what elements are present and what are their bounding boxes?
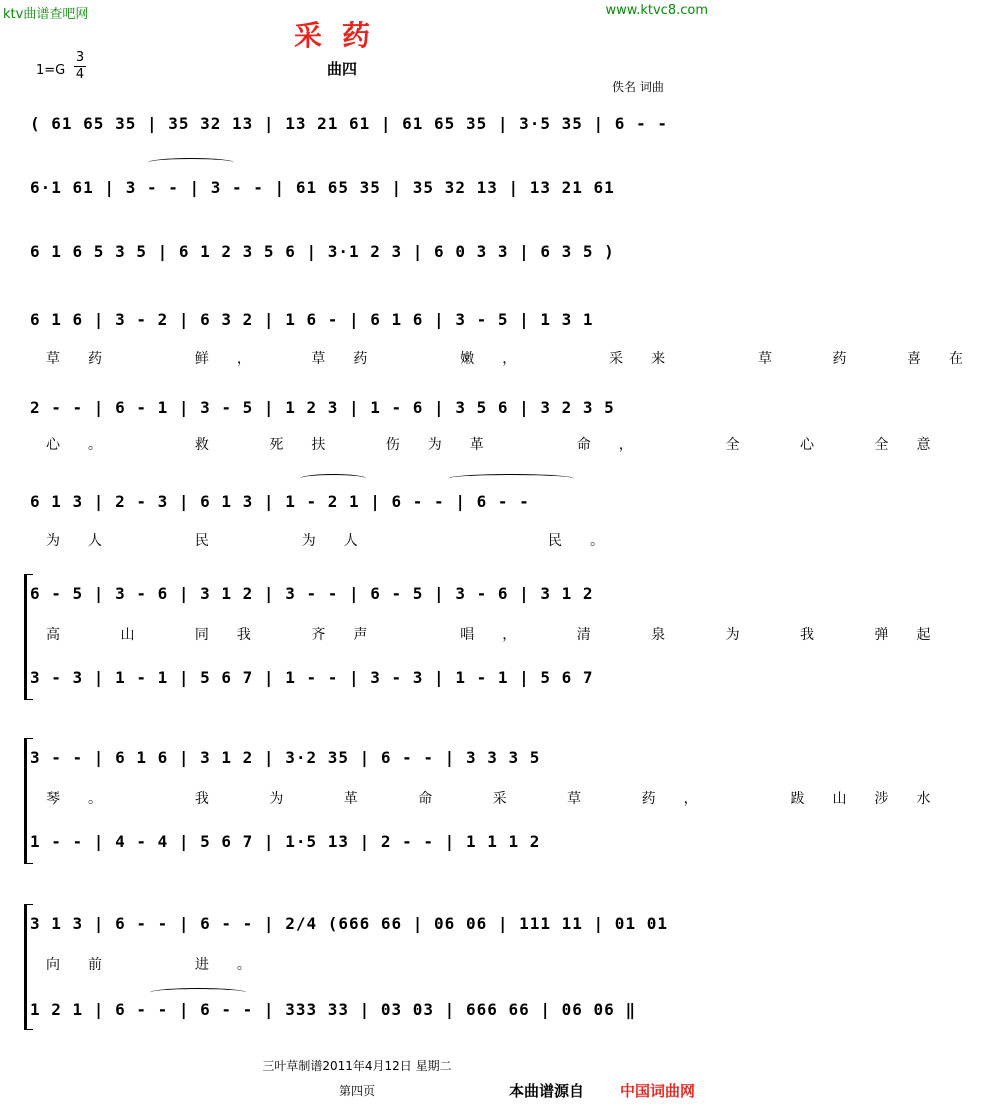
page-number: 第四页 bbox=[338, 1084, 375, 1098]
notes-text: 1 2 1 | 6 - - | 6 - - | 333 33 | 03 03 | 666 66 | 06 06 ‖ bbox=[30, 1000, 637, 1019]
slur-mark bbox=[150, 988, 246, 997]
notes-text: 3 - - | 6 1 6 | 3 1 2 | 3·2 35 | 6 - - | 3 3 3 5 bbox=[30, 748, 541, 767]
notes-text: 6 1 6 5 3 5 | 6 1 2 3 5 6 | 3·1 2 3 | 6 0 3 3 | 6 3 5 ) bbox=[30, 242, 615, 261]
time-signature bbox=[72, 50, 88, 83]
notes-text: ( 61 65 35 | 35 32 13 | 13 21 61 | 61 65 35 | 3·5 35 | 6 - - bbox=[30, 114, 668, 133]
lyrics-line-6: 为人 民 为人 民。 bbox=[46, 533, 633, 549]
key-signature: 1=G bbox=[36, 63, 66, 78]
notes-text: 6 - 5 | 3 - 6 | 3 1 2 | 3 - - | 6 - 5 | 3 - 6 | 3 1 2 bbox=[30, 584, 594, 603]
time-signature-bottom: 4 bbox=[75, 67, 85, 82]
score-line-5 bbox=[0, 398, 714, 424]
score-line-2 bbox=[0, 178, 714, 204]
notes-text: 3 - 3 | 1 - 1 | 5 6 7 | 1 - - | 3 - 3 | 1 - 1 | 5 6 7 bbox=[30, 668, 594, 687]
site-name-left: ktv曲谱查吧网 bbox=[3, 7, 89, 22]
score-line-12 bbox=[0, 1000, 714, 1026]
score-line-1 bbox=[0, 114, 714, 140]
song-title: 采药 bbox=[293, 19, 390, 52]
lyrics-line-11: 向前 进。 bbox=[46, 957, 279, 973]
notes-text: 3 1 3 | 6 - - | 6 - - | 2/4 (666 66 | 06 06 | 111 11 | 01 01 bbox=[30, 914, 668, 933]
slur-mark bbox=[300, 474, 366, 483]
score-line-11 bbox=[0, 914, 714, 940]
score-line-9 bbox=[0, 748, 714, 774]
lyrics-line-5: 心。 救 死扶 伤为革 命， 全 心 全意 bbox=[46, 437, 959, 453]
score-line-6 bbox=[0, 492, 714, 518]
footer-credit: 三叶草制谱2011年4月12日 星期二 bbox=[262, 1059, 452, 1073]
credits: 佚名 词曲 bbox=[612, 80, 664, 94]
slur-mark bbox=[148, 158, 234, 167]
source-site: 中国词曲网 bbox=[620, 1082, 696, 1100]
lyrics-line-7: 高 山 同我 齐声 唱， 清 泉 为 我 弹起 bbox=[46, 627, 959, 643]
time-signature-top: 3 bbox=[75, 50, 85, 65]
score-line-10 bbox=[0, 832, 714, 858]
notes-text: 6 1 6 | 3 - 2 | 6 3 2 | 1 6 - | 6 1 6 | 3 - 5 | 1 3 1 bbox=[30, 310, 594, 329]
lyrics-line-9: 琴。 我 为 革 命 采 草 药， 跋山涉水 bbox=[46, 791, 959, 807]
lyrics-line-4: 草药 鲜， 草药 嫩， 采来 草 药 喜在 bbox=[46, 351, 991, 367]
song-subtitle: 曲四 bbox=[326, 60, 357, 78]
source-label: 本曲谱源自 bbox=[509, 1082, 585, 1100]
slur-mark bbox=[448, 474, 574, 483]
score-line-3 bbox=[0, 242, 714, 268]
site-url-right: www.ktvc8.com bbox=[605, 3, 708, 18]
score-line-8 bbox=[0, 668, 714, 694]
notes-text: 6·1 61 | 3 - - | 3 - - | 61 65 35 | 35 32 13 | 13 21 61 bbox=[30, 178, 615, 197]
notes-text: 2 - - | 6 - 1 | 3 - 5 | 1 2 3 | 1 - 6 | 3 5 6 | 3 2 3 5 bbox=[30, 398, 615, 417]
score-line-7 bbox=[0, 584, 714, 610]
notes-text: 1 - - | 4 - 4 | 5 6 7 | 1·5 13 | 2 - - | 1 1 1 2 bbox=[30, 832, 541, 851]
score-line-4 bbox=[0, 310, 714, 336]
notes-text: 6 1 3 | 2 - 3 | 6 1 3 | 1 - 2 1 | 6 - - | 6 - - bbox=[30, 492, 530, 511]
